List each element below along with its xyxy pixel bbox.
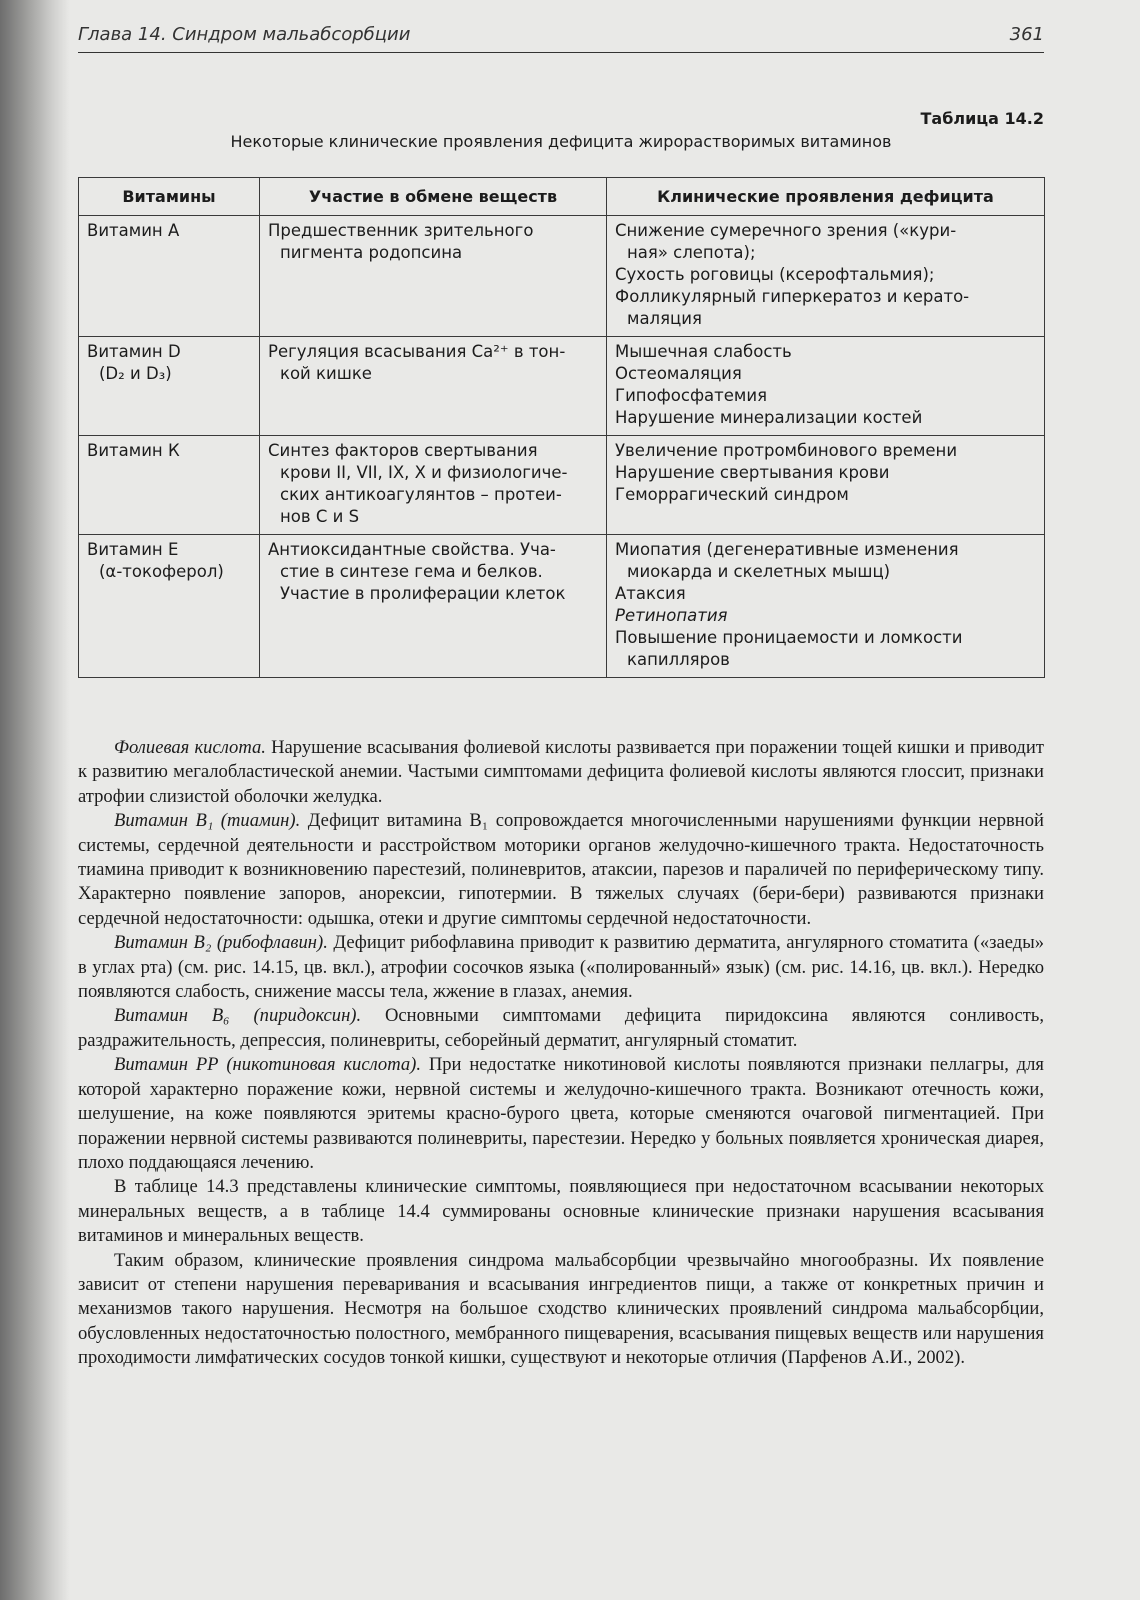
cell-metabolism-role-line: Синтез факторов свертывания (268, 441, 538, 460)
paragraph-text: Таким образом, клинические проявления синдрома мальабсорбции чрезвычайно многообразны. Их появление зависит от степени нарушения переваривания и всасывания ингредиентов пищи, а также от конкретных причин и механизмов такого нарушения. Несмотря на большое сходство клинических проявлений синдрома мальабсорбции, обусловленных недостаточностью полостного, мембранного пищеварения, всасывания пищевых веществ или нарушения проходимости лимфатических сосудов тонкой кишки, существуют и некоторые отличия (Парфенов А.И., 2002). (78, 1249, 1044, 1369)
cell-metabolism-role-line: Регуляция всасывания Са²⁺ в тон- (268, 342, 566, 361)
manifestation-line: Нарушение минерализации костей (615, 408, 923, 427)
table-row (79, 535, 1045, 678)
manifestation-line: капилляров (627, 650, 730, 669)
header-deficiency-manifestations: Клинические проявления дефицита (607, 178, 1045, 216)
cell-vitamin-line: Витамин К (87, 441, 180, 460)
manifestation-line: ная» слепота); (627, 243, 756, 262)
paragraph (78, 809, 1044, 931)
cell-metabolism-role-line: кой кишке (280, 364, 372, 383)
book-page (78, 18, 1044, 1371)
cell-metabolism-role (260, 436, 607, 535)
cell-metabolism-role (260, 337, 607, 436)
manifestation-line: Мышечная слабость (615, 342, 792, 361)
paragraph (78, 1004, 1044, 1053)
table-row (79, 216, 1045, 337)
paragraph (78, 1053, 1044, 1175)
cell-metabolism-role-line: Антиоксидантные свойства. Уча- (268, 540, 556, 559)
cell-vitamin (79, 436, 260, 535)
manifestation-line: Фолликулярный гиперкератоз и керато- (615, 287, 970, 306)
body-text (78, 736, 1044, 1371)
paragraph (78, 736, 1044, 809)
cell-metabolism-role-line: стие в синтезе гема и белков. (280, 562, 543, 581)
cell-vitamin (79, 216, 260, 337)
paragraph-lead: Фолиевая кислота. (114, 737, 266, 758)
paragraph (78, 1249, 1044, 1371)
cell-deficiency-manifestations (607, 535, 1045, 678)
cell-metabolism-role-line: Предшественник зрительного (268, 221, 534, 240)
cell-deficiency-manifestations (607, 436, 1045, 535)
paragraph-text: В таблице 14.3 представлены клинические симптомы, появляющиеся при недостаточном всасывании некоторых минеральных веществ, а в таблице 14.4 суммированы основные клинические признаки нарушения всасывания витаминов и минеральных веществ. (78, 1176, 1044, 1247)
cell-metabolism-role-line: крови II, VII, IX, X и физиологиче- (280, 463, 568, 482)
cell-vitamin-line: (α-токоферол) (99, 562, 224, 581)
cell-vitamin-line: Витамин D (87, 342, 181, 361)
cell-metabolism-role-line: нов С и S (280, 507, 360, 526)
cell-vitamin-line: (D₂ и D₃) (99, 364, 172, 383)
header-metabolism-role: Участие в обмене веществ (260, 178, 607, 216)
cell-metabolism-role-line: ских антикоагулянтов – протеи- (280, 485, 562, 504)
paragraph-lead: Витамин РР (никотиновая кислота). (114, 1054, 421, 1076)
paragraph-lead: Витамин B₆ (пиридоксин). (114, 1005, 362, 1027)
table-header-row (79, 178, 1045, 216)
cell-deficiency-manifestations (607, 337, 1045, 436)
manifestation-line: маляция (627, 309, 702, 328)
paragraph-text: При недостатке никотиновой кислоты появляются признаки пеллагры, для которой характерно поражение кожи, нервной системы и желудочно-кишечного тракта. Возникают отечность кожи, шелушение, на коже появляются эритемы красно-бурого цвета, которые сменяются очаговой пигментацией. При поражении нервной системы развиваются полиневриты, парестезии. Нередко у больных появляется хроническая диарея, плохо поддающаяся лечению. (78, 1054, 1044, 1173)
manifestation-line: Геморрагический синдром (615, 485, 849, 504)
manifestation-line: Остеомаляция (615, 364, 742, 383)
manifestation-line: Нарушение свертывания крови (615, 463, 890, 482)
cell-metabolism-role-line: пигмента родопсина (280, 243, 463, 262)
table-row (79, 436, 1045, 535)
cell-vitamin (79, 337, 260, 436)
paragraph-text: Нарушение всасывания фолиевой кислоты развивается при поражении тощей кишки и приводит к развитию мегалобластической анемии. Частыми симптомами дефицита фолиевой кислоты являются глоссит, признаки атрофии слизистой оболочки желудка. (78, 737, 1044, 807)
paragraph-text: Основными симптомами дефицита пиридоксина являются сонливость, раздражительность, депрессия, полиневриты, себорейный дерматит, ангулярный стоматит. (78, 1005, 1044, 1051)
table-number: Таблица 14.2 (920, 109, 1044, 128)
running-head (78, 18, 1044, 53)
cell-vitamin-line: Витамин Е (87, 540, 179, 559)
chapter-title: Глава 14. Синдром мальабсорбции (78, 24, 411, 45)
table-caption: Некоторые клинические проявления дефицита жирорастворимых витаминов (230, 132, 892, 151)
manifestation-line: Сухость роговицы (ксерофтальмия); (615, 265, 935, 284)
book-spine-shadow (0, 0, 70, 1600)
paragraph-text: Дефицит витамина B₁ сопровождается многочисленными нарушениями функции нервной системы, сердечной деятельности и расстройством моторики органов желудочно-кишечного тракта. Недостаточность тиамина приводит к возникновению парестезий, полиневритов, атаксии, парезов и параличей по периферическому типу. Характерно появление запоров, анорексии, гипотермии. В тяжелых случаях (бери-бери) развиваются признаки сердечной недостаточности: одышка, отеки и другие симптомы сердечной недостаточности. (78, 810, 1044, 929)
manifestation-line: Увеличение протромбинового времени (615, 441, 958, 460)
table-row (79, 337, 1045, 436)
cell-metabolism-role (260, 216, 607, 337)
manifestation-line: миокарда и скелетных мышц) (627, 562, 891, 581)
cell-vitamin (79, 535, 260, 678)
paragraph-lead: Витамин B₁ (тиамин). (114, 810, 301, 832)
cell-metabolism-role-line: Участие в пролиферации клеток (280, 584, 566, 603)
manifestation-line: Миопатия (дегенеративные изменения (615, 540, 959, 559)
table-body (79, 216, 1045, 678)
manifestation-line: Атаксия (615, 584, 686, 603)
paragraph-lead: Витамин B₂ (рибофлавин). (114, 932, 328, 954)
paragraph (78, 931, 1044, 1004)
manifestation-line: Ретинопатия (615, 606, 728, 625)
manifestation-line: Гипофосфатемия (615, 386, 768, 405)
page-number: 361 (1009, 24, 1044, 45)
vitamin-table (78, 177, 1045, 678)
paragraph-text: Дефицит рибофлавина приводит к развитию дерматита, ангулярного стоматита («заеды» в углах рта) (см. рис. 14.15, цв. вкл.), атрофии сосочков языка («полированный» язык) (см. рис. 14.16, цв. вкл.). Нередко появляются слабость, снижение массы тела, жжение в глазах, анемия. (78, 932, 1044, 1003)
manifestation-line: Повышение проницаемости и ломкости (615, 628, 963, 647)
manifestation-line: Снижение сумеречного зрения («кури- (615, 221, 957, 240)
header-vitamins: Витамины (79, 178, 260, 216)
paragraph (78, 1175, 1044, 1248)
cell-metabolism-role (260, 535, 607, 678)
cell-vitamin-line: Витамин А (87, 221, 180, 240)
cell-deficiency-manifestations (607, 216, 1045, 337)
